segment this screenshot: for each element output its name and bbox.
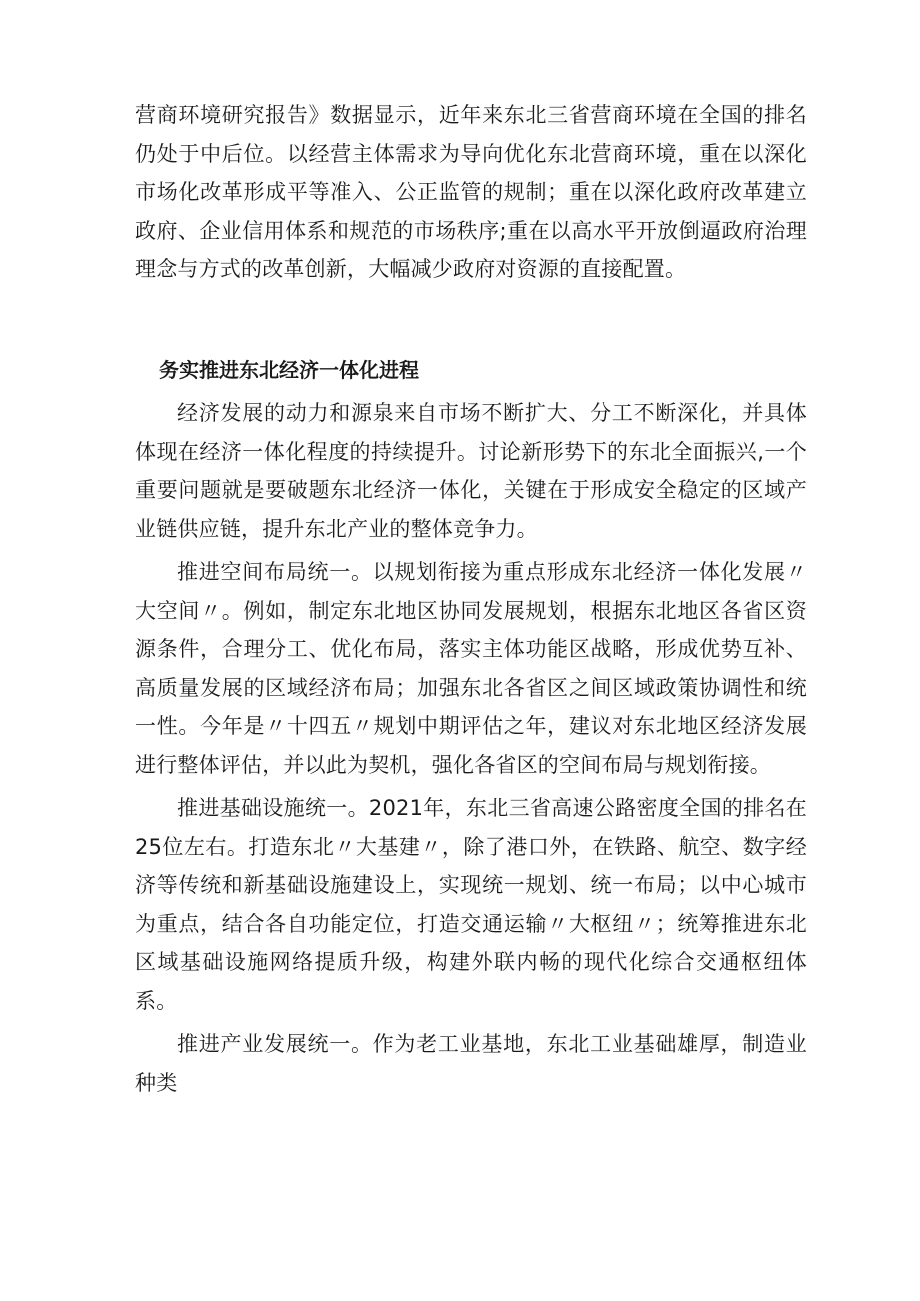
paragraph-spatial-layout: 推进空间布局统一。以规划衔接为重点形成东北经济一体化发展〃大空间〃。例如，制定东北地区协同发展规划，根据东北地区各省区资源条件，合理分工、优化布局，落实主体功能区战略，形成优势互补、高质量发展的区域经济布局；加强东北各省区之间区域政策协调性和统一性。今年是〃十四五〃规划中期评估之年，建议对东北地区经济发展进行整体评估，并以此为契机，强化各省区的空间布局与规划衔接。 xyxy=(135,560,807,777)
paragraph-industry: 推进产业发展统一。作为老工业基地，东北工业基础雄厚，制造业种类 xyxy=(135,1032,807,1095)
intro-paragraph: 营商环境研究报告》数据显示，近年来东北三省营商环境在全国的排名仍处于中后位。以经营主体需求为导向优化东北营商环境，重在以深化市场化改革形成平等准入、公正监管的规制；重在以深化政府改革建立政府、企业信用体系和规范的市场秩序;重在以高水平开放倒逼政府治理理念与方式的改革创新，大幅减少政府对资源的直接配置。 xyxy=(135,103,807,281)
section-heading: 务实推进东北经济一体化进程 xyxy=(159,357,419,382)
paragraph-infrastructure: 推进基础设施统一。2021年，东北三省高速公路密度全国的排名在25位左右。打造东北〃大基建〃，除了港口外，在铁路、航空、数字经济等传统和新基础设施建设上，实现统一规划、统一布局；以中心城市为重点，结合各自功能定位，打造交通运输〃大枢纽〃；统筹推进东北区域基础设施网络提质升级，构建外联内畅的现代化综合交通枢纽体系。 xyxy=(135,796,807,1013)
document-body xyxy=(135,96,807,1102)
paragraph-economic-integration: 经济发展的动力和源泉来自市场不断扩大、分工不断深化，并具体体现在经济一体化程度的持续提升。讨论新形势下的东北全面振兴,一个重要问题就是要破题东北经济一体化，关键在于形成安全稳定的区域产业链供应链，提升东北产业的整体竞争力。 xyxy=(135,401,807,541)
section-spacer xyxy=(135,289,807,351)
